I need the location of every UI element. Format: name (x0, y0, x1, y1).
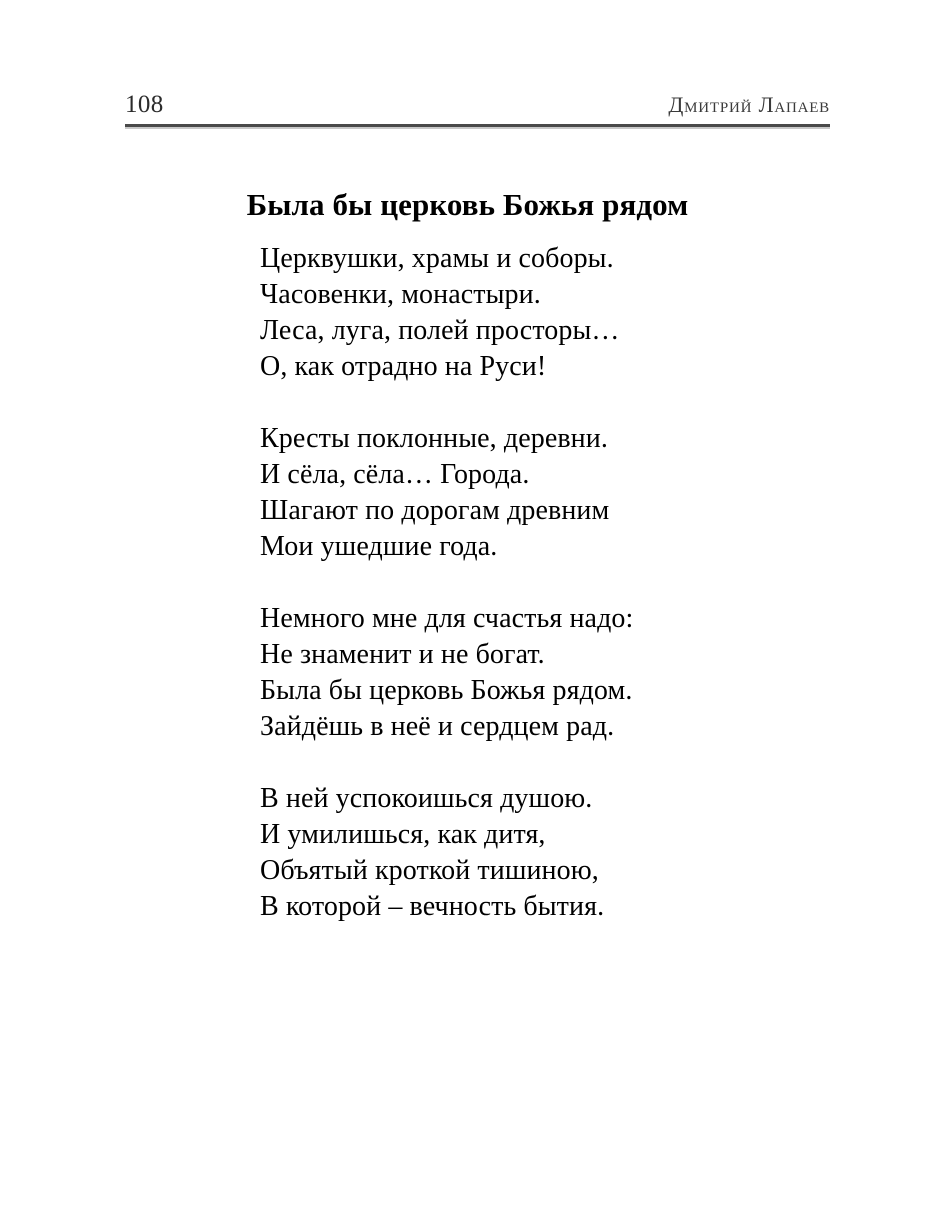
verse-line: И сёла, сёла… Города. (260, 459, 530, 490)
poem-body (260, 241, 880, 925)
running-head (125, 92, 830, 122)
verse-line: О, как отрадно на Руси! (260, 351, 547, 382)
verse-line: В ней успокоишься душою. (260, 783, 593, 814)
verse-line: Мои ушедшие года. (260, 531, 498, 562)
verse-line: Часовенки, монастыри. (260, 279, 541, 310)
verse-line: Была бы церковь Божья рядом. (260, 675, 633, 706)
page-number: 108 (125, 91, 164, 118)
verse-line: Объятый кроткой тишиною, (260, 855, 599, 886)
verse-line: Кресты поклонные, деревни. (260, 423, 608, 454)
verse-line: Немного мне для счастья надо: (260, 603, 634, 634)
verse-line: Шагают по дорогам древним (260, 495, 610, 526)
verse-line: В которой – вечность бытия. (260, 891, 605, 922)
stanza (260, 781, 880, 925)
verse-line: И умилишься, как дитя, (260, 819, 546, 850)
author-name: Дмитрий Лапаев (668, 92, 830, 117)
stanza (260, 241, 880, 385)
header-rule (125, 124, 830, 127)
verse-line: Зайдёшь в неё и сердцем рад. (260, 711, 615, 742)
verse-line: Леса, луга, полей просторы… (260, 315, 620, 346)
stanza (260, 601, 880, 745)
stanza (260, 421, 880, 565)
poem-title: Была бы церковь Божья рядом (246, 186, 689, 222)
verse-line: Церквушки, храмы и соборы. (260, 243, 614, 274)
verse-line: Не знаменит и не богат. (260, 639, 545, 670)
